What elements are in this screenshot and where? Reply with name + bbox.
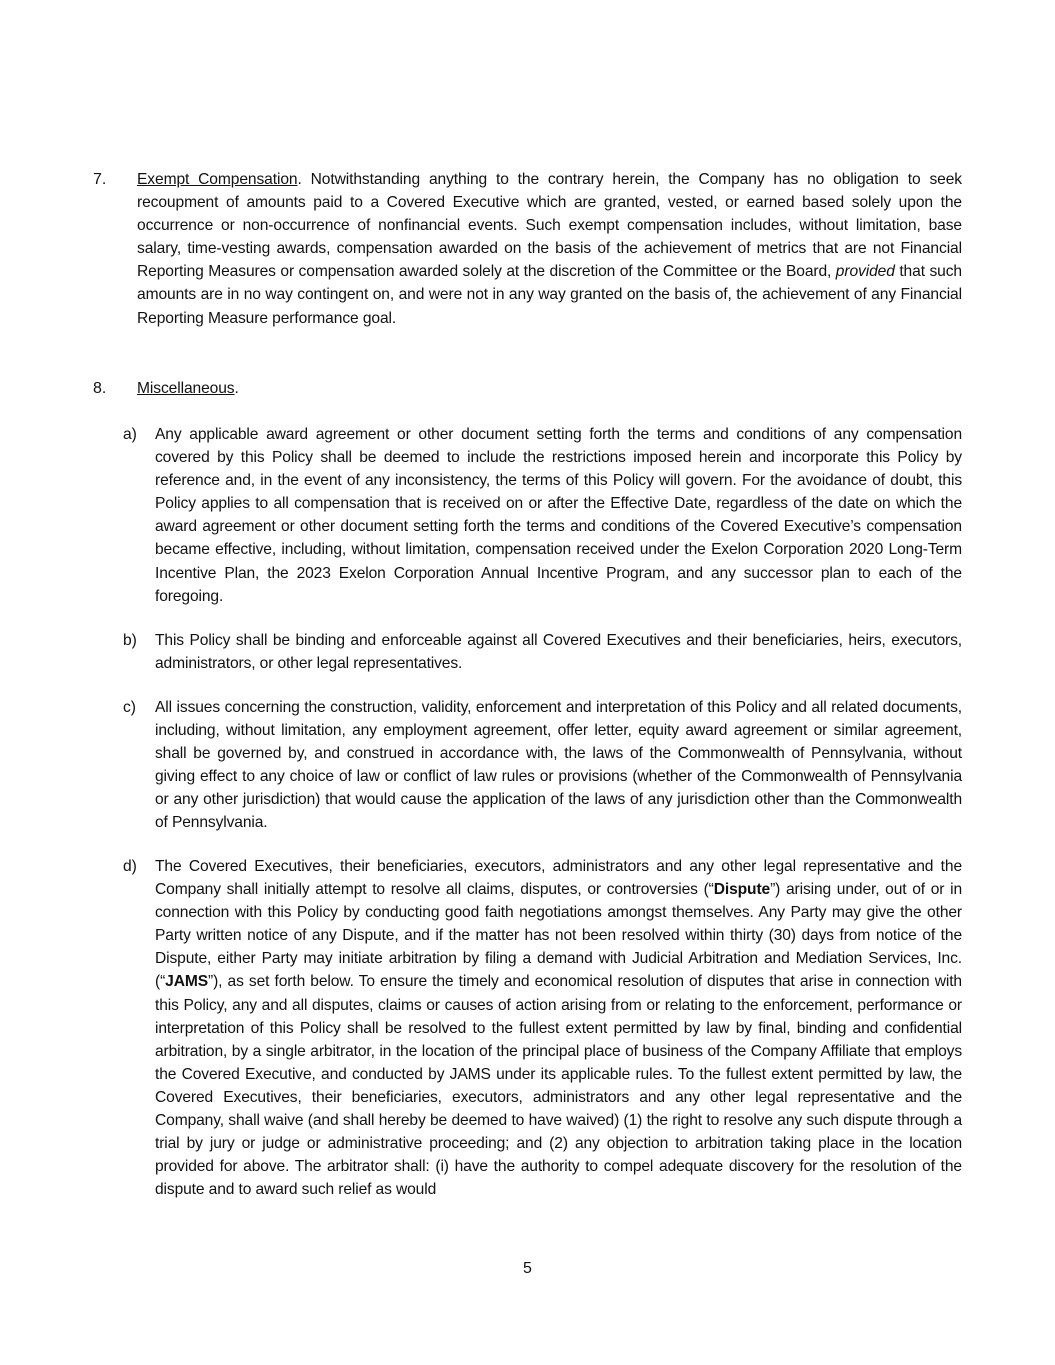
- page-number: 5: [523, 1260, 532, 1277]
- subsection-letter: b): [123, 632, 137, 649]
- section-title: Miscellaneous: [137, 380, 235, 397]
- title-punctuation: .: [234, 380, 239, 397]
- section-title: Exempt Compensation: [137, 171, 298, 188]
- section-body: [137, 377, 962, 400]
- section-text-continued: that such amounts are in no way contingent on, and were not in any way granted on the basis of, the achievement of any Financial Reporting Measure performance goal.: [137, 263, 962, 327]
- subsection-letter: d): [123, 858, 137, 875]
- section-text: Notwithstanding anything to the contrary herein, the Company has no obligation to seek recoupment of amounts paid to a Covered Executive which are granted, vested, or earned based solely upon the occurrence or non-occurrence of nonfinancial events. Such exempt compensation includes, without limitation, base salary, time-vesting awards, compensation awarded on the basis of the achievement of metrics that are not Financial Reporting Measures or compensation awarded solely at the discretion of the Committee or the Board,: [137, 171, 962, 281]
- subsection-a: [123, 423, 962, 608]
- subsection-letter: a): [123, 426, 137, 443]
- section-number: 8.: [93, 380, 107, 397]
- subsection-text: This Policy shall be binding and enforceable against all Covered Executives and their beneficiaries, heirs, executors, administrators, or other legal representatives.: [155, 632, 962, 673]
- section-body: [137, 168, 962, 330]
- title-punctuation: .: [297, 171, 302, 188]
- subsection-letter: c): [123, 699, 136, 716]
- section-number: 7.: [93, 171, 107, 188]
- section-7: [93, 168, 962, 330]
- text-part: ”), as set forth below. To ensure the timely and economical resolution of disputes that arise in connection with this Policy, any and all disputes, claims or causes of action arising from or relating to the enforcement, performance or interpretation of this Policy shall be resolved to the fullest extent permitted by law by final, binding and confidential arbitration, by a single arbitrator, in the location of the principal place of business of the Company Affiliate that employs the Covered Executive, and conducted by JAMS under its applicable rules. To the fullest extent permitted by law, the Covered Executives, their beneficiaries, executors, administrators and any other legal representative and the Company, shall waive (and shall hereby be deemed to have waived) (1) the right to resolve any such dispute through a trial by jury or judge or administrative proceeding; and (2) any objection to arbitration taking place in the location provided for above. The arbitrator shall: (i) have the authority to compel adequate discovery for the resolution of the dispute and to award such relief as would: [155, 973, 962, 1199]
- text-part: ”) arising under, out of or in connection with this Policy by conducting good faith negotiations amongst themselves. Any Party may give the other Party written notice of any Dispute, and if the matter has not been resolved within thirty (30) days from notice of the Dispute, either Party may initiate arbitration by filing a demand with Judicial Arbitration and Mediation Services, Inc. (“: [155, 881, 962, 991]
- subsection-text: Any applicable award agreement or other document setting forth the terms and conditions of any compensation covered by this Policy shall be deemed to include the restrictions imposed herein and incorporate this Policy by reference and, in the event of any inconsistency, the terms of this Policy will govern. For the avoidance of doubt, this Policy applies to all compensation that is received on or after the Effective Date, regardless of the date on which the award agreement or other document setting forth the terms and conditions of the Covered Executive’s compensation became effective, including, without limitation, compensation received under the Exelon Corporation 2020 Long-Term Incentive Plan, the 2023 Exelon Corporation Annual Incentive Program, and any successor plan to each of the foregoing.: [155, 426, 962, 605]
- text-part: The Covered Executives, their beneficiaries, executors, administrators and any other legal representative and the Company shall initially attempt to resolve all claims, disputes, or controversies (“: [155, 858, 962, 899]
- italic-term: provided: [835, 263, 895, 281]
- subsection-c: [123, 696, 962, 835]
- subsection-b: [123, 629, 962, 675]
- subsection-d: [123, 855, 962, 1201]
- section-8: [93, 377, 962, 400]
- defined-term-jams: JAMS: [165, 973, 209, 991]
- subsection-text: All issues concerning the construction, validity, enforcement and interpretation of this Policy and all related documents, including, without limitation, any employment agreement, offer letter, equity award agreement or similar agreement, shall be governed by, and construed in accordance with, the laws of the Commonwealth of Pennsylvania, without giving effect to any choice of law or conflict of law rules or provisions (whether of the Commonwealth of Pennsylvania or any other jurisdiction) that would cause the application of the laws of any jurisdiction other than the Commonwealth of Pennsylvania.: [155, 699, 962, 832]
- subsection-text: [155, 855, 962, 1201]
- defined-term-dispute: Dispute: [713, 881, 771, 899]
